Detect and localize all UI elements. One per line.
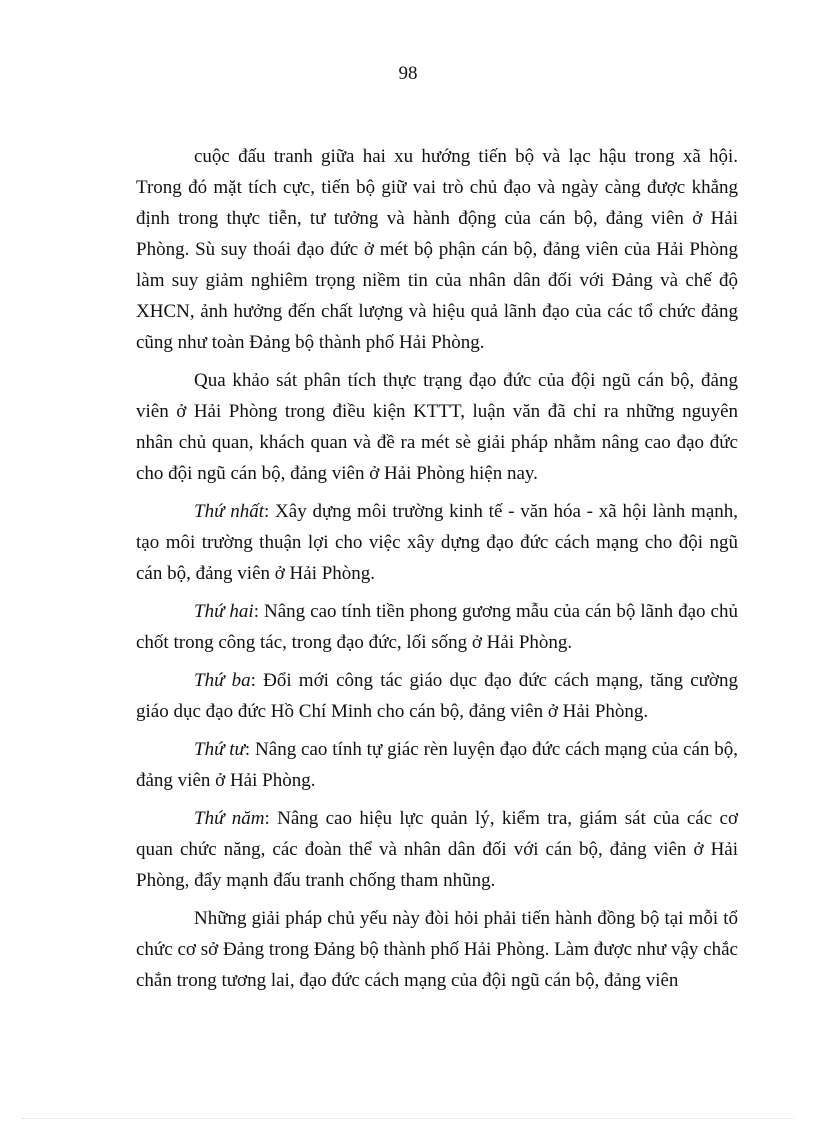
- document-body: [136, 141, 738, 1003]
- solution-4-text: : Nâng cao tính tự giác rèn luyện đạo đức cách mạng của cán bộ, đảng viên ở Hải Phòng.: [136, 739, 738, 791]
- paragraph-solution-3: [136, 665, 738, 727]
- solution-2-text: : Nâng cao tính tiền phong gương mẫu của cán bộ lãnh đạo chủ chốt trong công tác, trong đạo đức, lối sống ở Hải Phòng.: [136, 601, 738, 653]
- page-number: 98: [398, 63, 418, 84]
- paragraph-solution-1: [136, 496, 738, 589]
- solution-5-label: Thứ năm: [194, 808, 265, 829]
- solution-3-label: Thứ ba: [194, 670, 251, 691]
- solution-1-label: Thứ nhất: [194, 501, 264, 522]
- solution-1-text: : Xây dựng môi trường kinh tế - văn hóa - xã hội lành mạnh, tạo môi trường thuận lợi cho việc xây dựng đạo đức cách mạng cho đội ngũ cán bộ, đảng viên ở Hải Phòng.: [136, 501, 739, 584]
- paragraph-solution-4: [136, 734, 738, 796]
- solution-2-label: Thứ hai: [194, 601, 254, 622]
- solution-3-text: : Đổi mới công tác giáo dục đạo đức cách mạng, tăng cường giáo dục đạo đức Hồ Chí Minh cho cán bộ, đảng viên ở Hải Phòng.: [136, 670, 738, 722]
- paragraph-solution-5: [136, 803, 738, 896]
- solution-5-text: : Nâng cao hiệu lực quản lý, kiểm tra, giám sát của các cơ quan chức năng, các đoàn thể và nhân dân đối với cán bộ, đảng viên ở Hải Phòng, đẩy mạnh đấu tranh chống tham nhũng.: [136, 808, 738, 891]
- paragraph-intro: cuộc đấu tranh giữa hai xu hướng tiến bộ và lạc hậu trong xã hội. Trong đó mặt tích cực, tiến bộ giữ vai trò chủ đạo và ngày càng được khẳng định trong thực tiễn, tư tưởng và hành động của cán bộ, đảng viên ở Hải Phòng. Sù suy thoái đạo đức ở mét bộ phận cán bộ, đảng viên của Hải Phòng làm suy giảm nghiêm trọng niềm tin của nhân dân đối với Đảng và chế độ XHCN, ảnh hưởng đến chất lượng và hiệu quả lãnh đạo của các tổ chức đảng cũng như toàn Đảng bộ thành phố Hải Phòng.: [136, 146, 738, 353]
- solution-4-label: Thứ tư: [194, 739, 245, 760]
- paragraph-survey: Qua khảo sát phân tích thực trạng đạo đức của đội ngũ cán bộ, đảng viên ở Hải Phòng trong điều kiện KTTT, luận văn đã chỉ ra những nguyên nhân chủ quan, khách quan và đề ra mét sè giải pháp nhằm nâng cao đạo đức cho đội ngũ cán bộ, đảng viên ở Hải Phòng hiện nay.: [136, 370, 738, 484]
- paragraph-solution-2: [136, 596, 738, 658]
- page-bottom-divider: [22, 1118, 794, 1119]
- paragraph-conclusion: Những giải pháp chủ yếu này đòi hỏi phải tiến hành đồng bộ tại mỗi tổ chức cơ sở Đảng trong Đảng bộ thành phố Hải Phòng. Làm được như vậy chắc chắn trong tương lai, đạo đức cách mạng của đội ngũ cán bộ, đảng viên: [136, 908, 738, 991]
